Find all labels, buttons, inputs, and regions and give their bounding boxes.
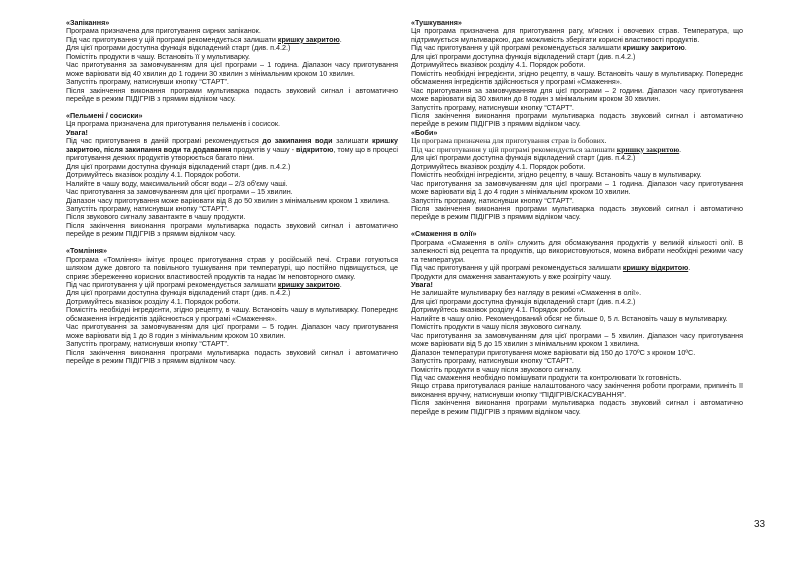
paragraph: Дотримуйтесь вказівок розділу 4.1. Порядок роботи. [66, 296, 241, 306]
paragraph: Після закінчення виконання програми мультиварка подасть звуковий сигнал і автоматично перейде в режим ПІДІГРІВ з прямим відліком часу. [411, 398, 743, 416]
section-title: «Пельмені / сосиски» [66, 110, 143, 120]
section-tushkuvannia [411, 19, 743, 129]
text-run: Під час приготування у цій програмі рекомендується залишати [411, 43, 623, 53]
paragraph: Помістіть продукти в чашу після звукового сигналу. [411, 322, 582, 332]
text-run: Під час приготування у цій програмі рекомендується залишати [411, 144, 617, 154]
paragraph: Запустіть програму, натиснувши кнопку “СТАРТ”. [66, 77, 229, 87]
page-number: 33 [754, 519, 766, 530]
paragraph: Запустіть програму, натиснувши кнопку “СТАРТ”. [66, 339, 229, 349]
paragraph: Помістіть продукти в чашу. Встановіть її у мультиварку. [66, 51, 251, 61]
text-run: . [688, 263, 691, 273]
emphasis-text: кришку закритою [277, 34, 340, 44]
section-smazhennia [411, 230, 743, 416]
paragraph: Час приготування за замовчуванням для цієї програми – 1 година. Діапазон часу приготування може варіювати від 40 хвилин до 1 години 30 хвилин з мінімальним кроком 10 хвилин. [66, 60, 398, 78]
text-run: . [679, 144, 682, 154]
text-run: продуктів у чашу - [231, 144, 297, 154]
paragraph: Якщо страва приготувалася раніше налаштованого часу закінчення роботи програми, припиніть її виконання вручну, натиснувши кнопку “ПІДІГРІВ/СКАСУВАННЯ”. [411, 381, 743, 399]
paragraph: Час приготування за замовчуванням для цієї програми – 1 година. Діапазон часу приготування може варіювати від 1 до 4 годин з мінімальним кроком 10 хвилин. [411, 178, 743, 197]
paragraph: Дотримуйтесь вказівок розділу 4.1. Порядок роботи. [411, 161, 586, 171]
emphasis-text: до закипання води [262, 136, 333, 146]
paragraph: Ця програма призначена для приготування страв із бобових. [411, 136, 607, 146]
paragraph: Для цієї програми доступна функція відкладений старт (див. п.4.2.) [66, 288, 291, 298]
paragraph: Діапазон часу приготування може варіювати від 8 до 50 хвилин з мінімальним кроком 1 хвилина. [66, 195, 390, 205]
section-title: «Боби» [411, 127, 438, 137]
paragraph: Час приготування за замовчуванням для цієї програми – 15 хвилин. [66, 187, 293, 197]
text-run: Під час приготування у цій програмі рекомендується залишати [66, 34, 278, 44]
paragraph: Продукти для смаження завантажують у вже розігріту чашу. [411, 271, 612, 281]
left-column [66, 19, 398, 366]
paragraph: Для цієї програми доступна функція відкладений старт (див. п.4.2.) [411, 153, 636, 163]
section-tomlinnia [66, 247, 398, 365]
paragraph: Помістіть необхідні інгредієнти, згідно рецепту, в чашу. Встановіть чашу в мультиварку. [411, 170, 702, 180]
paragraph: Час приготування за замовчуванням для цієї програми – 5 хвилин. Діапазон часу приготування може варіювати від 5 до 15 хвилин з мінімальним кроком 1 хвилина. [411, 330, 743, 349]
paragraph: Ця програма призначена для приготування пельменів і сосисок. [66, 119, 280, 129]
emphasis-text: кришку закритою [277, 280, 340, 290]
paragraph: Після закінчення виконання програми мультиварка подасть звуковий сигнал і автоматично перейде в режим ПІДІГРІВ з прямим відліком часу. [411, 110, 743, 129]
paragraph: Налийте в чашу воду, максимальний обсяг води – 2/3 об'єму чаші. [66, 178, 288, 188]
paragraph: Дотримуйтесь вказівок розділу 4.1. Порядок роботи. [411, 305, 586, 315]
paragraph: Запустіть програму, натиснувши кнопку “СТАРТ”. [411, 102, 574, 112]
paragraph: Для цієї програми доступна функція відкладений старт (див. п.4.2.) [66, 161, 291, 171]
paragraph: Помістіть продукти в чашу після звукового сигналу. [411, 364, 582, 374]
emphasis-text: кришку відкритою [622, 263, 689, 273]
text-run: Під час приготування у цій програмі рекомендується залишати [411, 263, 623, 273]
right-column [411, 19, 743, 416]
paragraph: Не залишайте мультиварку без нагляду в режимі «Смаження в олії». [411, 288, 642, 298]
paragraph: Після закінчення виконання програми мультиварка подасть звуковий сигнал і автоматично перейде в режим ПІДІГРІВ з прямим відліком часу. [411, 203, 743, 222]
paragraph: Дотримуйтесь вказівок розділу 4.1. Порядок роботи. [66, 170, 241, 180]
emphasis-text: відкритою [296, 144, 334, 154]
warning-label: Увага! [411, 280, 433, 290]
text-run: . [339, 34, 342, 44]
text-run: . [684, 43, 687, 53]
paragraph: Помістіть необхідні інгредієнти, згідно рецепту, в чашу. Встановіть чашу в мультиварку. Попереднє обсмаження інгредієнтів здійснюється у програмі «Смаження». [66, 305, 398, 323]
paragraph: Час приготування за замовчуванням для цієї програми – 2 години. Діапазон часу приготування може варіювати від 30 хвилин до 8 годин з мінімальним кроком 30 хвилин. [411, 85, 743, 104]
paragraph: Для цієї програми доступна функція відкладений старт (див. п.4.2.) [411, 296, 636, 306]
paragraph: Після звукового сигналу завантажте в чашу продукти. [66, 212, 246, 222]
paragraph: Для цієї програми доступна функція відкладений старт (див. п.4.2.) [66, 43, 291, 53]
paragraph: Ця програма призначена для приготування рагу, м'ясних і овочевих страв. Температура, що підтримується мультиваркою, дає можливість зберігати корисні властивості продуктів. [411, 26, 743, 44]
emphasis-text: кришку закритою [616, 144, 680, 154]
text-run: Під час приготування в даній програмі рекомендується [66, 136, 263, 146]
paragraph: Помістіть необхідні інгредієнти, згідно рецепту, в чашу. Встановіть чашу в мультиварку. Попереднє обсмаження інгредієнтів здійснюється у програмі «Смаження». [411, 68, 743, 87]
section-zapikannia [66, 19, 398, 104]
section-title: «Запікання» [66, 18, 110, 27]
paragraph: Запустіть програму, натиснувши кнопку “СТАРТ”. [411, 356, 574, 366]
text-run: залишати [332, 136, 372, 146]
text-run: Під час приготування у цій програмі рекомендується залишати [66, 280, 278, 290]
paragraph: Після закінчення виконання програми мультиварка подасть звуковий сигнал і автоматично перейде в режим ПІДІГРІВ з прямим відліком часу. [66, 347, 398, 366]
paragraph: Програма «Томління» імітує процес приготування страв у російській печі. Страви готуються шляхом дуже довгого та повільного тушкування при температурі, що постійно підвищується, це сприяє збереженню корисних властивостей продуктів та надає їм неповторного смаку. [66, 254, 398, 281]
paragraph: Час приготування за замовчуванням для цієї програми – 5 годин. Діапазон часу приготування може варіювати від 1 до 8 годин з мінімальним кроком 10 хвилин. [66, 322, 398, 340]
paragraph: Для цієї програми доступна функція відкладений старт (див. п.4.2.) [411, 51, 636, 61]
paragraph: Діапазон температури приготування може варіювати від 150 до 170ºС з кроком 10ºС. [411, 347, 696, 357]
warning-label: Увага! [66, 127, 88, 137]
paragraph: Після закінчення виконання програми мультиварка подасть звуковий сигнал і автоматично перейде в режим ПІДІГРІВ з прямим відліком часу. [66, 220, 398, 239]
emphasis-text: кришку закритою, після закипання води та додавання [66, 136, 398, 154]
text-run: . [339, 280, 342, 290]
spacer [66, 239, 398, 247]
paragraph: Запустіть програму, натиснувши кнопку “СТАРТ”. [66, 203, 229, 213]
section-title: «Смаження в олії» [411, 229, 477, 239]
section-title: «Тушкування» [411, 18, 462, 27]
paragraph: Під час смаження необхідно помішувати продукти та контролювати їх готовність. [411, 373, 682, 383]
paragraph: Програма «Смаження в олії» служить для обсмажування продуктів у великій кількості олії. В залежності від рецепта та продуктів, що використовуються, можна вибрати необхідні режими часу та температури. [411, 237, 743, 264]
paragraph: Запустіть програму, натиснувши кнопку “СТАРТ”. [411, 195, 574, 205]
section-title: «Томління» [66, 246, 107, 256]
text-run: , тому що в процесі приготування деяких продуктів утворюється багато піни. [66, 144, 398, 163]
emphasis-text: кришку закритою [622, 43, 685, 53]
section-pelmeni [66, 112, 398, 239]
paragraph [66, 137, 398, 162]
paragraph: Після закінчення виконання програми мультиварка подасть звуковий сигнал і автоматично перейде в режим ПІДІГРІВ з прямим відліком часу. [66, 85, 398, 104]
paragraph: Програма призначена для приготування сирних запіканок. [66, 26, 261, 36]
paragraph: Дотримуйтесь вказівок розділу 4.1. Порядок роботи. [411, 60, 586, 70]
section-bobi [411, 129, 743, 222]
paragraph: Налийте в чашу олію. Рекомендований обсяг не більше 0, 5 л. Встановіть чашу в мультиварку. [411, 313, 728, 323]
